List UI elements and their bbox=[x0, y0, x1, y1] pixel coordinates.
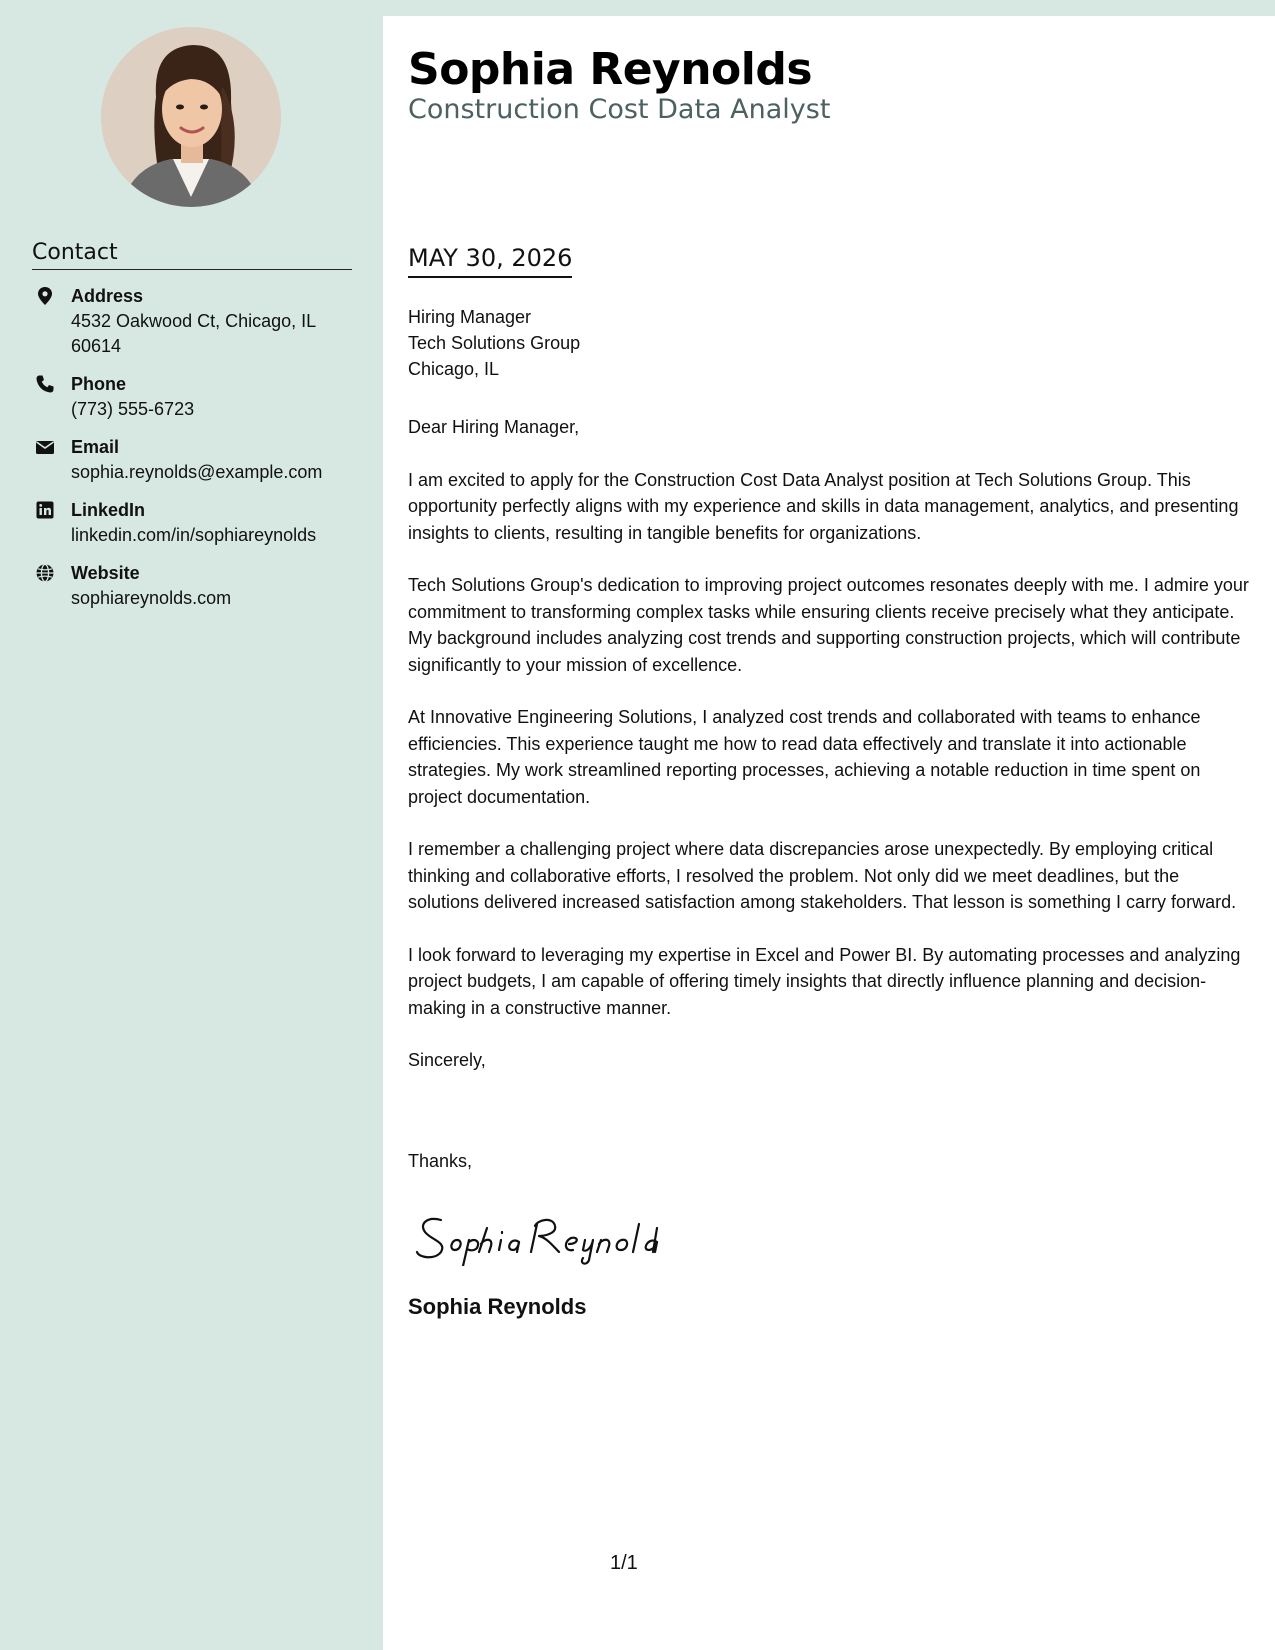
website-value[interactable]: sophiareynolds.com bbox=[71, 588, 232, 608]
letter-paragraph: I remember a challenging project where data discrepancies arose unexpectedly. By employing critical thinking and collaborative efforts, I resolved the problem. Not only did we meet deadlines, but the solutions delivered increased satisfaction among stakeholders. That lesson is something I carry forward. bbox=[408, 839, 1237, 912]
letter-paragraph: At Innovative Engineering Solutions, I analyzed cost trends and collaborated with teams to enhance efficiencies. This experience taught me how to read data effectively and translate it into actionable strategies. My work streamlined reporting processes, achieving a notable reduction in time spent on project documentation. bbox=[408, 707, 1201, 807]
recipient-block bbox=[408, 304, 580, 382]
contact-label: Website bbox=[71, 563, 140, 583]
salutation: Dear Hiring Manager, bbox=[408, 417, 580, 437]
applicant-name: Sophia Reynolds bbox=[408, 44, 813, 95]
address-value: 4532 Oakwood Ct, Chicago, IL 60614 bbox=[71, 311, 316, 356]
linkedin-icon bbox=[35, 500, 55, 520]
letter-paragraph: Tech Solutions Group's dedication to improving project outcomes resonates deeply with me. I admire your commitment to transforming complex tasks while ensuring clients receive precisely what they anticipate. My background includes analyzing cost trends and supporting construction projects, which will contribute significantly to your mission of excellence. bbox=[408, 575, 1249, 675]
recipient-line: Chicago, IL bbox=[408, 359, 500, 379]
phone-value: (773) 555-6723 bbox=[71, 399, 195, 419]
contact-heading: Contact bbox=[32, 240, 352, 270]
contact-linkedin bbox=[32, 498, 362, 548]
contact-email bbox=[32, 435, 362, 485]
recipient-line: Hiring Manager bbox=[408, 307, 532, 327]
email-value: sophia.reynolds@example.com bbox=[71, 462, 323, 482]
phone-icon bbox=[35, 374, 55, 394]
letter-body bbox=[383, 16, 1275, 1650]
letter-content bbox=[408, 414, 1253, 1100]
letter-paragraph: I am excited to apply for the Construction Cost Data Analyst position at Tech Solutions Group. This opportunity perfectly aligns with my experience and skills in data management, analytics, and presenting insights to clients, resulting in tangible benefits for organizations. bbox=[408, 469, 1239, 543]
contact-address bbox=[32, 284, 362, 359]
closing: Sincerely, bbox=[408, 1050, 486, 1070]
contact-list bbox=[32, 284, 362, 624]
contact-website bbox=[32, 561, 362, 611]
handwritten-signature bbox=[413, 1206, 663, 1271]
globe-icon bbox=[35, 563, 55, 583]
contact-label: Phone bbox=[71, 374, 127, 394]
profile-photo bbox=[101, 27, 281, 207]
contact-phone bbox=[32, 372, 362, 422]
thanks: Thanks, bbox=[408, 1151, 473, 1171]
sidebar bbox=[0, 0, 383, 1650]
contact-label: Address bbox=[71, 286, 144, 306]
letter-paragraph: I look forward to leveraging my expertise in Excel and Power BI. By automating processes and analyzing project budgets, I am capable of offering timely insights that directly influence planning and decision-making in a constructive manner. bbox=[408, 944, 1241, 1018]
location-pin-icon bbox=[35, 286, 55, 306]
letter-date: MAY 30, 2026 bbox=[408, 244, 572, 278]
contact-label: LinkedIn bbox=[71, 500, 146, 520]
page-number: 1/1 bbox=[610, 1552, 638, 1574]
contact-label: Email bbox=[71, 437, 120, 457]
envelope-icon bbox=[35, 437, 55, 457]
signed-name: Sophia Reynolds bbox=[408, 1294, 587, 1319]
job-title: Construction Cost Data Analyst bbox=[408, 94, 831, 125]
linkedin-value[interactable]: linkedin.com/in/sophiareynolds bbox=[71, 525, 317, 545]
recipient-line: Tech Solutions Group bbox=[408, 333, 581, 353]
